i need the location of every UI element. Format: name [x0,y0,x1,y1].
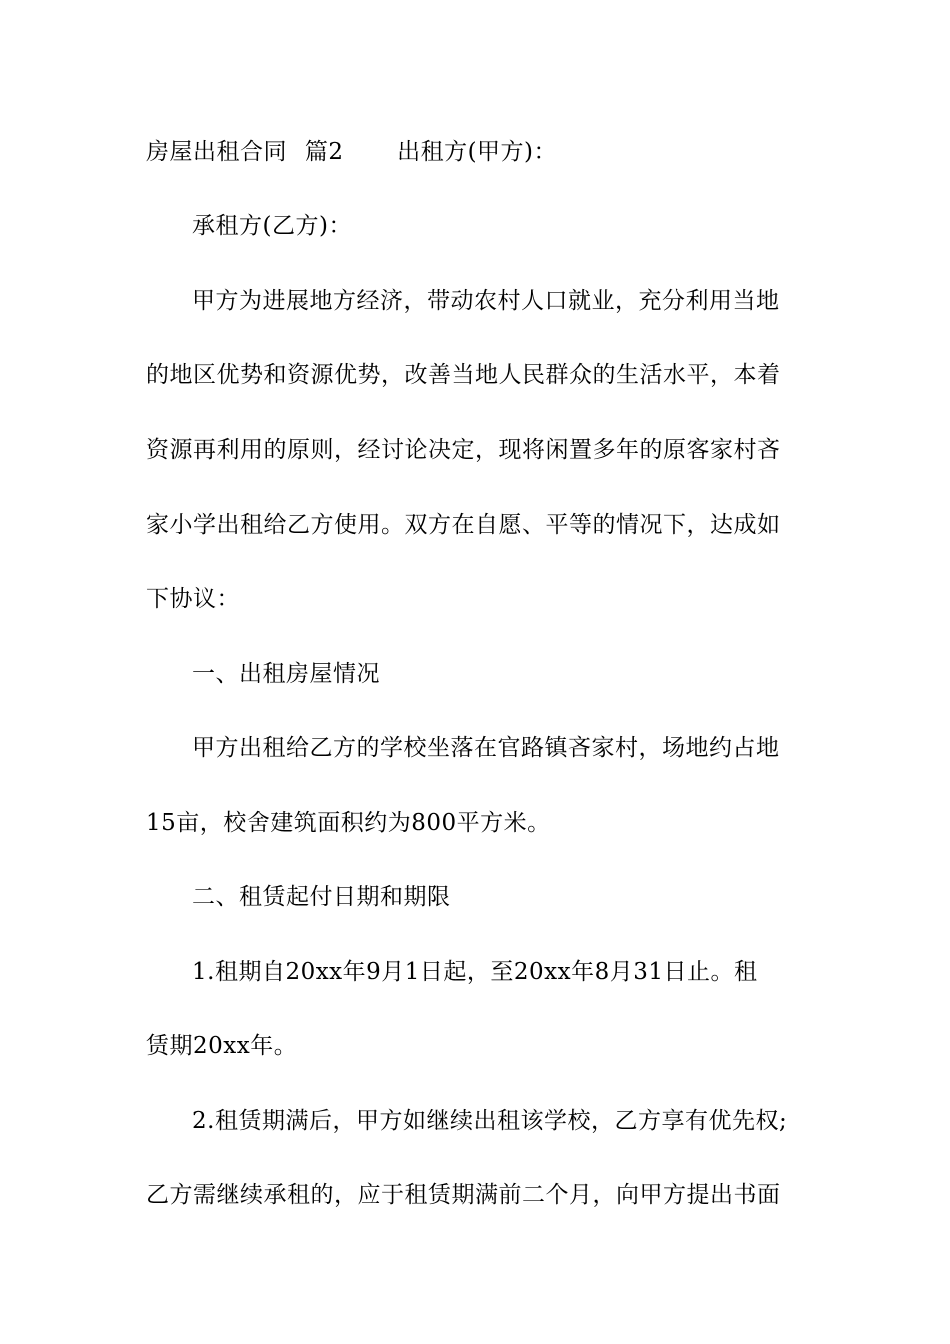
intro-paragraph-line: 资源再利用的原则，经讨论决定，现将闲置多年的原客家村吝 [146,437,781,463]
contract-part-label: 篇2 [304,139,344,165]
intro-paragraph-line: 下协议： [146,586,240,612]
intro-paragraph-line: 甲方为进展地方经济，带动农村人口就业，充分利用当地 [192,288,780,314]
section-heading: 二、租赁起付日期和期限 [192,884,451,910]
intro-paragraph-line: 的地区优势和资源优势，改善当地人民群众的生活水平，本着 [146,362,781,388]
contract-title: 房屋出租合同 [146,139,287,165]
clause-line: 1.租期自20xx年9月1日起，至20xx年8月31日止。租 [192,959,758,985]
section-heading: 一、出租房屋情况 [192,661,380,687]
intro-paragraph-line: 家小学出租给乙方使用。双方在自愿、平等的情况下，达成如 [146,512,781,538]
lessee-label: 承租方(乙方)： [192,213,352,239]
section-paragraph-line: 甲方出租给乙方的学校坐落在官路镇吝家村，场地约占地 [192,735,780,761]
clause-line: 乙方需继续承租的，应于租赁期满前二个月，向甲方提出书面 [146,1182,781,1208]
clause-line: 2.租赁期满后，甲方如继续出租该学校，乙方享有优先权; [192,1108,788,1134]
lessor-label: 出租方(甲方)： [397,139,558,165]
section-paragraph-line: 15亩，校舍建筑面积约为800平方米。 [146,810,551,836]
clause-line: 赁期20xx年。 [146,1033,298,1059]
title-line [146,137,816,167]
